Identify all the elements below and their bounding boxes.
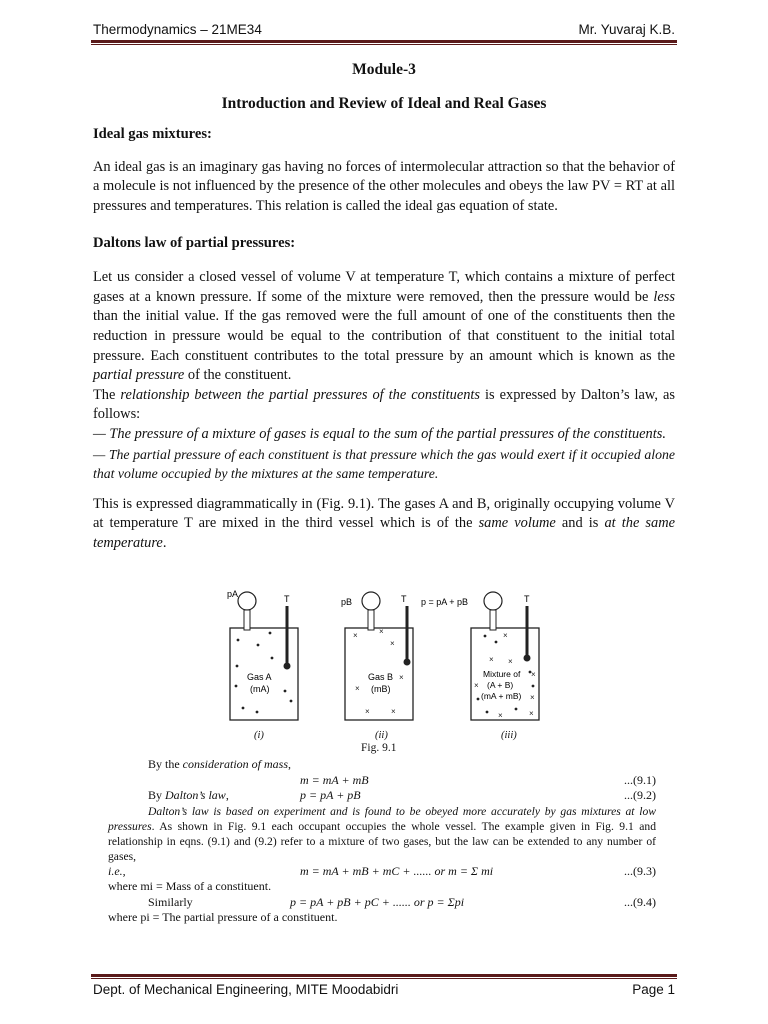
emphasis-partial-pressure: partial pressure [93,367,185,384]
where-mass [108,879,656,895]
page-number: Page 1 [632,982,675,997]
thermometer-icon [404,659,411,666]
gas-a-label: Gas A [247,672,272,682]
equation-text: m = mA + mB [300,772,369,787]
statement-text: — The partial pressure of each constituent is that pressure which the gas would exert if it occupied alone that volume occupied by the mixtures at the same temperature. [93,446,675,482]
vessel-gas-b [341,592,413,720]
page-header [93,22,675,40]
text-run: . As shown in Fig. 9.1 each occupant occupies the whole vessel. The example given in Fig. 9.1 and relationship in eqns. (9.1) and (9.2) refer to a mixture of two gases, but the law can be extended to any number of gases, [108,819,656,863]
emphasis-mass: consideration of mass [182,757,289,771]
svg-text:×: × [489,655,494,664]
equation-9-2 [108,788,656,804]
emphasis-dalton: Dalton’s law [165,788,226,802]
equations-block [108,757,656,926]
statement-text: — The pressure of a mixture of gases is equal to the sum of the partial pressures of the constituents. [93,425,666,442]
ideal-gas-heading: Ideal gas mixtures: [93,126,212,143]
svg-text:×: × [530,693,535,702]
text-run: The [93,386,121,403]
svg-text:×: × [353,631,358,640]
vessel-mixture [421,592,539,720]
svg-text:×: × [355,684,360,693]
where-text: where pi = The partial pressure of a constituent. [108,910,338,924]
ideal-gas-paragraph: An ideal gas is an imaginary gas having no forces of intermolecular attraction so that the behavior of a molecule is not influenced by the presence of the other molecules and obeys the law PV = RT at all pressures and temperatures. This relation is called the ideal gas equation of state. [93,158,675,214]
ie-label: i.e., [108,863,126,878]
page-title: Introduction and Review of Ideal and Real Gases [221,94,547,112]
thermometer-icon [524,655,531,662]
svg-text:×: × [531,670,536,679]
dalton-note [108,804,656,864]
mixture-mass: (mA + mB) [481,691,522,701]
gas-a-mass: (mA) [250,684,270,694]
text-run: Let us consider a closed vessel of volume V at temperature T, which contains a mixture of perfect gases at a known pressure. If some of the mixture were removed, then the pressure would be [93,269,675,305]
pressure-gauge-icon [238,592,256,610]
emphasis-less: less [653,288,675,305]
text-run: . [162,534,167,551]
page-footer [93,982,675,1000]
emphasis-relationship: relationship between the partial pressures of the constituents [120,386,481,403]
svg-text:×: × [498,711,503,720]
equation-9-3 [108,864,656,880]
thermo-label: T [284,594,290,604]
equation-9-4 [108,895,656,911]
similarly-label: Similarly [148,894,193,909]
thermometer-icon [284,663,291,670]
pressure-gauge-icon [484,592,502,610]
mixture-label: Mixture of [483,669,521,679]
footer-rule-thin [91,978,677,979]
document-body [93,60,675,553]
gauge-label-pa: pA [227,589,239,599]
dalton-label [148,788,229,804]
svg-text:×: × [365,707,370,716]
svg-text:×: × [379,627,384,636]
equation-text: m = mA + mB + mC + ...... or m = Σ mi [300,863,494,878]
header-course: Thermodynamics – 21ME34 [93,22,262,37]
diagram-paragraph [93,495,675,554]
header-rule [91,40,677,43]
thermo-label: T [524,594,530,604]
gauge-label-pb: pB [341,597,353,607]
svg-text:×: × [503,631,508,640]
equation-number: ...(9.4) [624,894,656,909]
law-statement-1 [93,425,675,445]
text-run: is expressed by Dalton’s law, as follows: [93,386,675,423]
gas-b-mass: (mB) [371,684,391,694]
vessel-label-ii: (ii) [375,730,388,741]
vessel-label-iii: (iii) [501,730,517,741]
mixture-components: (A + B) [487,680,514,690]
header-author: Mr. Yuvaraj K.B. [578,22,675,37]
where-pressure [108,910,656,926]
text-run: and is [555,515,605,532]
svg-text:×: × [390,639,395,648]
svg-text:×: × [399,673,404,682]
text-run: of the constituent. [184,367,292,384]
text-run: This is expressed diagrammatically in (Fig. 9.1). The gases A and B, originally occupying volume V at temperature T are mixed in the third vessel which is of the [93,495,675,532]
svg-text:×: × [474,681,479,690]
equation-9-1 [108,773,656,789]
equation-text: p = pA + pB + pC + ...... or p = Σpi [290,894,465,909]
text-run: than the initial value. If the gas removed were the full amount of one of the constituents then the reduction in pressure would be equal to the contribution of that constituent to the initial total pressure. Each constituent contributes to the total pressure by an amount which is known as the [93,308,675,364]
svg-text:×: × [529,709,534,718]
emphasis-same-temperature: at the same temperature [93,515,676,551]
vessel-label-i: (i) [254,730,264,741]
equation-text: p = pA + pB [300,788,361,802]
gas-b-label: Gas B [368,672,394,682]
svg-text:×: × [391,707,396,716]
equation-number: ...(9.2) [624,788,656,802]
emphasis-same-volume: same volume [478,515,556,532]
text-run: , [225,788,229,802]
text-run: By the [148,757,183,771]
equation-number: ...(9.3) [624,863,656,878]
mass-intro-text [148,757,291,773]
dalton-paragraph [93,268,675,386]
vessel-gas-a [227,589,298,720]
text-run: , [288,757,292,771]
relationship-paragraph [93,386,675,425]
gauge-label-total: p = pA + pB [421,597,469,607]
svg-text:×: × [508,657,513,666]
footer-rule [91,974,677,977]
figure-caption: Fig. 9.1 [361,742,397,754]
emphasis-note: Dalton’s law is based on experiment and is found to be obeyed more accurately by gas mixtures at low pressures [108,804,656,833]
mass-intro [108,757,656,773]
equation-number: ...(9.1) [624,772,656,787]
law-statement-2 [93,445,675,484]
header-rule-thin [91,44,677,45]
thermo-label: T [401,594,407,604]
module-title: Module-3 [352,61,416,78]
pressure-gauge-icon [362,592,380,610]
where-text: where mi = Mass of a constituent. [108,879,272,893]
text-run: By [148,788,166,802]
dalton-heading: Daltons law of partial pressures: [93,234,296,251]
footer-department: Dept. of Mechanical Engineering, MITE Moodabidri [93,982,399,997]
